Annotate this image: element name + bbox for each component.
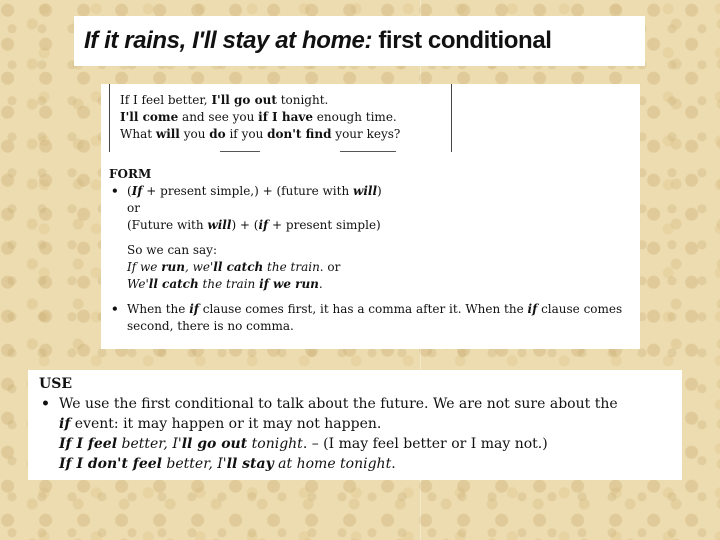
text-run: clause comes second, there is no comma. bbox=[127, 302, 623, 333]
example-line-1 bbox=[120, 92, 451, 109]
text-run: if we run bbox=[259, 277, 319, 291]
text-run: feel bbox=[87, 436, 118, 452]
text-run: I'll go out bbox=[211, 93, 277, 107]
form-bullet-1 bbox=[109, 183, 636, 293]
title-italic: If it rains, I'll stay at home: bbox=[84, 27, 373, 54]
example-sentences bbox=[109, 84, 452, 152]
text-run: + present simple,) + (future with bbox=[142, 184, 354, 198]
text-run: ll go out bbox=[181, 436, 248, 452]
text-run: . bbox=[391, 456, 396, 472]
bullet-icon: • bbox=[111, 184, 119, 198]
title-normal: first conditional bbox=[378, 27, 552, 54]
text-run: clause comes first, it has a comma after it. When the bbox=[198, 302, 528, 316]
text-run: We use the first conditional to talk about the future. We are not sure about the bbox=[59, 396, 618, 412]
text-run: ll catch bbox=[148, 277, 199, 291]
text-run: enough time. bbox=[312, 110, 397, 124]
form-example-2 bbox=[127, 276, 636, 293]
text-run: (Future with bbox=[127, 218, 208, 232]
text-run: ) bbox=[377, 184, 382, 198]
text-run: We' bbox=[127, 277, 149, 291]
example-line-3 bbox=[120, 126, 451, 143]
text-run: will bbox=[353, 184, 378, 198]
text-run: will bbox=[207, 218, 232, 232]
text-run: do bbox=[209, 127, 226, 141]
form-heading: FORM bbox=[109, 167, 152, 181]
form-section bbox=[109, 166, 636, 335]
text-run: better, I' bbox=[161, 456, 227, 472]
use-line-1 bbox=[59, 394, 682, 414]
text-run: If I bbox=[59, 456, 88, 472]
text-run: . or bbox=[319, 260, 341, 274]
text-run: you bbox=[179, 127, 210, 141]
page-edge-mark bbox=[340, 151, 396, 152]
text-run: If I feel better, bbox=[120, 93, 212, 107]
text-run: if bbox=[59, 416, 71, 432]
form-pattern-2 bbox=[127, 217, 636, 234]
text-run: What bbox=[120, 127, 156, 141]
text-run: don't find bbox=[267, 127, 332, 141]
form-example-1 bbox=[127, 259, 636, 276]
text-run: and see you bbox=[178, 110, 259, 124]
text-run: will bbox=[155, 127, 180, 141]
text-run: , we' bbox=[184, 260, 214, 274]
text-run: ll catch bbox=[213, 260, 264, 274]
form-or: or bbox=[127, 201, 140, 215]
form-panel bbox=[101, 84, 640, 349]
use-panel bbox=[28, 370, 682, 480]
text-run: tonight bbox=[247, 436, 303, 452]
text-run: ll stay bbox=[226, 456, 274, 472]
text-run: When the bbox=[127, 302, 190, 316]
text-run: tonight. bbox=[276, 93, 329, 107]
text-run: If bbox=[131, 184, 143, 198]
title-box bbox=[74, 16, 645, 66]
text-run: . – (I may feel better or I may not.) bbox=[302, 436, 548, 452]
text-run: if bbox=[258, 218, 269, 232]
text-run: ( bbox=[127, 184, 132, 198]
text-run: better, I' bbox=[117, 436, 182, 452]
form-bullet-2 bbox=[109, 301, 636, 335]
text-run: event: it may happen or it may not happen. bbox=[70, 416, 382, 432]
text-run: don't feel bbox=[87, 456, 162, 472]
text-run: if I have bbox=[258, 110, 313, 124]
text-run: . bbox=[318, 277, 323, 291]
text-run: the train bbox=[263, 260, 320, 274]
text-run: the train bbox=[198, 277, 260, 291]
text-run: ) + ( bbox=[231, 218, 259, 232]
text-run: if you bbox=[225, 127, 268, 141]
example-line-2 bbox=[120, 109, 451, 126]
text-run: If we bbox=[127, 260, 162, 274]
use-bullet bbox=[39, 394, 682, 474]
use-line-2 bbox=[59, 414, 682, 434]
use-example-1 bbox=[59, 434, 682, 454]
text-run: if bbox=[189, 302, 199, 316]
text-run: If I bbox=[59, 436, 88, 452]
use-heading: USE bbox=[39, 376, 72, 392]
text-run: at home tonight bbox=[273, 456, 392, 472]
so-we-can-say: So we can say: bbox=[127, 243, 217, 257]
text-run: if bbox=[527, 302, 538, 316]
use-example-2 bbox=[59, 454, 682, 474]
comma-rule bbox=[127, 301, 636, 335]
bullet-icon: • bbox=[41, 396, 50, 412]
text-run: run bbox=[161, 260, 185, 274]
text-run: + present simple) bbox=[268, 218, 381, 232]
form-pattern-1 bbox=[127, 183, 636, 200]
text-run: your keys? bbox=[331, 127, 401, 141]
page-edge-mark bbox=[220, 151, 260, 152]
text-run: I'll come bbox=[120, 110, 179, 124]
bullet-icon: • bbox=[111, 302, 119, 316]
